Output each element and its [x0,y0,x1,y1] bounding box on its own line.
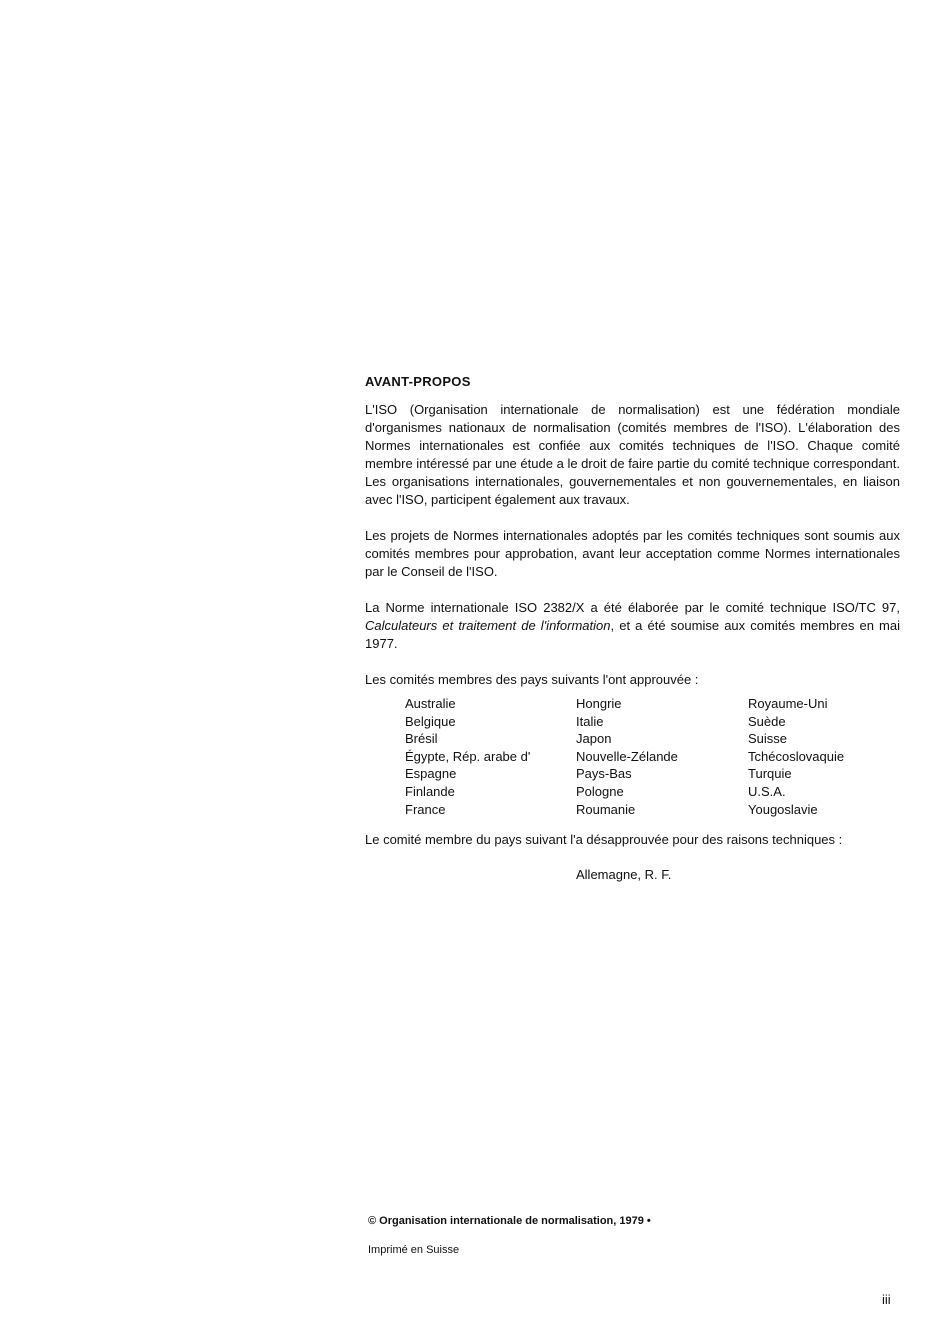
disapproval-intro: Le comité membre du pays suivant l'a désapprouvée pour des raisons techniques : [365,832,843,847]
committee-title: Calculateurs et traitement de l'information [365,618,611,633]
country-item: Tchécoslovaquie [748,748,845,764]
country-item: Nouvelle-Zélande [576,748,678,764]
foreword-paragraph-iso-description: L'ISO (Organisation internationale de normalisation) est une fédération mondiale d'organismes nationaux de normalisation (comités membres de l'ISO). L'élaboration des Normes internationales est confiée aux comités techniques de l'ISO. Chaque comité membre intéressé par une étude a le droit de faire partie du comité technique correspondant. Les organisations internationales, gouvernementales et non gouvernementales, en liaison avec l'ISO, participent également aux travaux. [365,402,900,507]
country-item: Pays-Bas [576,766,632,782]
foreword-section [365,374,900,882]
country-item: Suisse [748,731,788,747]
country-item: France [405,801,446,817]
country-item: Hongrie [576,696,622,711]
country-item: Roumanie [576,801,636,817]
country-item: Turquie [748,766,792,782]
country-item: Italie [576,713,604,729]
countries-column-1 [405,695,530,818]
foreword-paragraph-committee [365,599,900,653]
country-item: Yougoslavie [748,801,818,817]
countries-column-2 [576,695,678,818]
countries-column-3 [748,695,844,818]
copyright-notice: © Organisation internationale de normalisation, 1979 • [368,1215,651,1227]
page-number: iii [882,1292,891,1307]
country-item: Finlande [405,783,455,799]
printed-in-notice: Imprimé en Suisse [368,1244,460,1256]
foreword-heading: AVANT-PROPOS [365,374,471,389]
committee-text-after-title: , et a été soumise aux comités membres en mai 1977. [365,618,900,651]
country-item: Suède [748,713,786,729]
approving-countries-list [365,695,900,817]
country-item: Japon [576,731,612,747]
approval-intro: Les comités membres des pays suivants l'ont approuvée : [365,672,699,687]
committee-text-before-title: La Norme internationale ISO 2382/X a été élaborée par le comité technique ISO/TC 97, [365,600,900,615]
country-item: Espagne [405,766,457,782]
country-item: Égypte, Rép. arabe d' [405,748,531,764]
country-item: Royaume-Uni [748,696,828,711]
country-item: Belgique [405,713,456,729]
foreword-paragraph-approval-process: Les projets de Normes internationales adoptés par les comités techniques sont soumis aux comités membres pour approbation, avant leur acceptation comme Normes internationales par le Conseil de l'ISO. [365,528,900,579]
country-item: Brésil [405,731,438,747]
country-item: Pologne [576,783,624,799]
disapproving-country: Allemagne, R. F. [576,867,672,882]
country-item: Australie [405,696,456,711]
country-item: U.S.A. [748,783,786,799]
